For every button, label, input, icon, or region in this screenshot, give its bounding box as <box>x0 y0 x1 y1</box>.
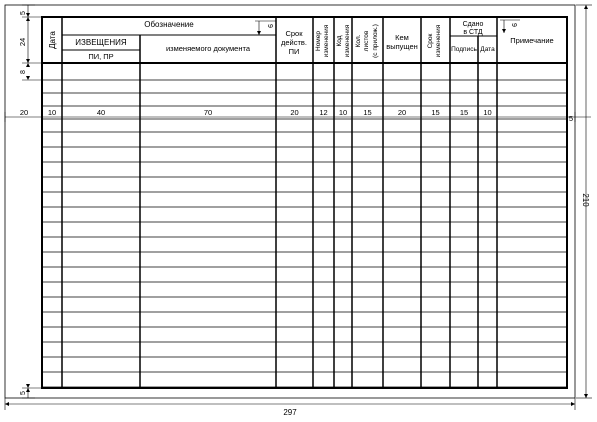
header-change-code-1: Код <box>336 35 343 47</box>
dimension-subrow-height: 8 <box>20 70 27 74</box>
column-width-label: 70 <box>203 108 213 117</box>
dimension-top-margin: 5 <box>20 11 27 15</box>
header-change-deadline-1: Срок <box>427 33 434 49</box>
column-width-label: 12 <box>319 108 328 117</box>
header-signature: Подпись <box>451 46 477 53</box>
header-submit-date: Дата <box>480 46 495 53</box>
dimension-left-margin: 20 <box>19 108 29 117</box>
header-notices: ИЗВЕЩЕНИЯ <box>75 38 127 47</box>
column-width-label: 10 <box>47 108 57 117</box>
dimension-total-width: 297 <box>283 408 297 417</box>
column-width-label: 40 <box>96 108 106 117</box>
column-separators <box>62 17 497 388</box>
header-validity-3: ПИ <box>288 47 300 56</box>
designation-subdimension-value: 9 <box>266 24 273 28</box>
table-rows <box>42 80 567 387</box>
notes-subdimension-value: 9 <box>510 23 517 27</box>
left-vertical-dimensions <box>19 5 42 398</box>
header-validity-2: действ. <box>281 38 307 47</box>
header-change-number-2: изменения <box>323 24 330 58</box>
column-width-label: 15 <box>459 108 469 117</box>
column-width-label: 10 <box>483 108 492 117</box>
header-changed-document: изменяемого документа <box>165 44 251 53</box>
column-width-label: 15 <box>363 108 372 117</box>
header-change-code-2: изменения <box>344 24 351 58</box>
table-frame <box>42 17 567 388</box>
header-sheets-3: (с прилож.) <box>372 24 379 58</box>
notes-subdimension <box>500 20 520 33</box>
header-notes: Примечание <box>510 36 554 45</box>
header-validity-1: Срок <box>285 29 303 38</box>
dimension-right-margin: 5 <box>568 114 574 123</box>
header-sheets-2: листов <box>363 30 370 52</box>
column-width-ticks <box>5 108 575 122</box>
dimension-total-height: 210 <box>581 193 590 207</box>
column-width-label: 10 <box>338 108 348 117</box>
header-designation: Обозначение <box>144 20 194 29</box>
header-issued-by-1: Кем <box>395 33 409 42</box>
header-issued-by-2: выпущен <box>386 42 418 51</box>
header-submitted-2: в СТД <box>463 29 483 36</box>
header-notice-types: ПИ, ПР <box>88 52 114 61</box>
dimension-bottom-left: 5 <box>20 391 27 395</box>
header-date: Дата <box>48 31 57 49</box>
header-sheets-1: Кол. <box>355 34 362 48</box>
designation-subdimension <box>255 21 276 35</box>
column-width-label: 15 <box>431 108 440 117</box>
header-change-deadline-2: изменения <box>435 24 442 58</box>
header-change-number-1: Номер <box>315 30 322 52</box>
header-submitted-1: Сдано <box>462 21 484 28</box>
column-width-label: 20 <box>397 108 407 117</box>
left-dimension-arrows <box>26 13 30 392</box>
dimension-header-height: 24 <box>18 37 27 47</box>
column-width-label: 20 <box>290 108 299 117</box>
